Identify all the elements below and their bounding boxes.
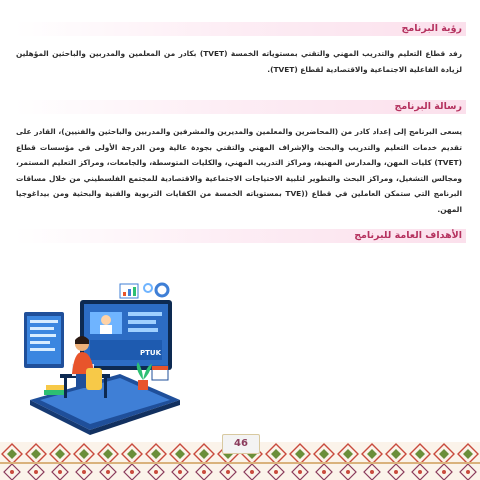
- vision-heading: رؤية البرنامج: [14, 22, 466, 36]
- goals-heading: الأهداف العامة للبرنامج: [14, 229, 466, 243]
- screen-label: PTUK: [140, 349, 162, 357]
- elearning-illustration: [20, 282, 185, 442]
- vision-text: رفد قطاع التعليم والتدريب المهني والتقني بمستوياته الخمسة (TVET) بكادر من المعلمين والمدربين والباحثين المؤهلين لزيادة الفاعلية الاجتماعية والاقتصادية لقطاع (TVET).: [16, 49, 462, 74]
- page-number: 46: [222, 434, 260, 454]
- mission-text: يسعى البرنامج إلى إعداد كادر من (المحاضرين والمعلمين والمديرين والمشرفين والمدربين والباحثين والفنيين)، القادر على تقديم خدمات التعليم والتدريب والبحث والإشراف المهني والتقني بجودة عالية ومن الدرجة الأولى في مؤسسات قطاع (TVET) كليات المهن، والمدارس المهنية، ومراكز التدريب المهني، والكليات المتوسطة، والجامعات، ومراكز التعليم المستمر، ومجالس التشغيل، ومراكز البحث والتطوير لتلبية الاحتياجات الاجتماعية والاقتصادية للمجتمع الفلسطيني من خلال مساقات البرنامج التي ستمكن العاملين في قطاع ((TVE بمستوياته الخمسة من الكفايات التربوية والفنية والبحثية ومن بيداغوجيا المهن.: [16, 127, 462, 214]
- mission-heading: رسالة البرنامج: [14, 100, 466, 114]
